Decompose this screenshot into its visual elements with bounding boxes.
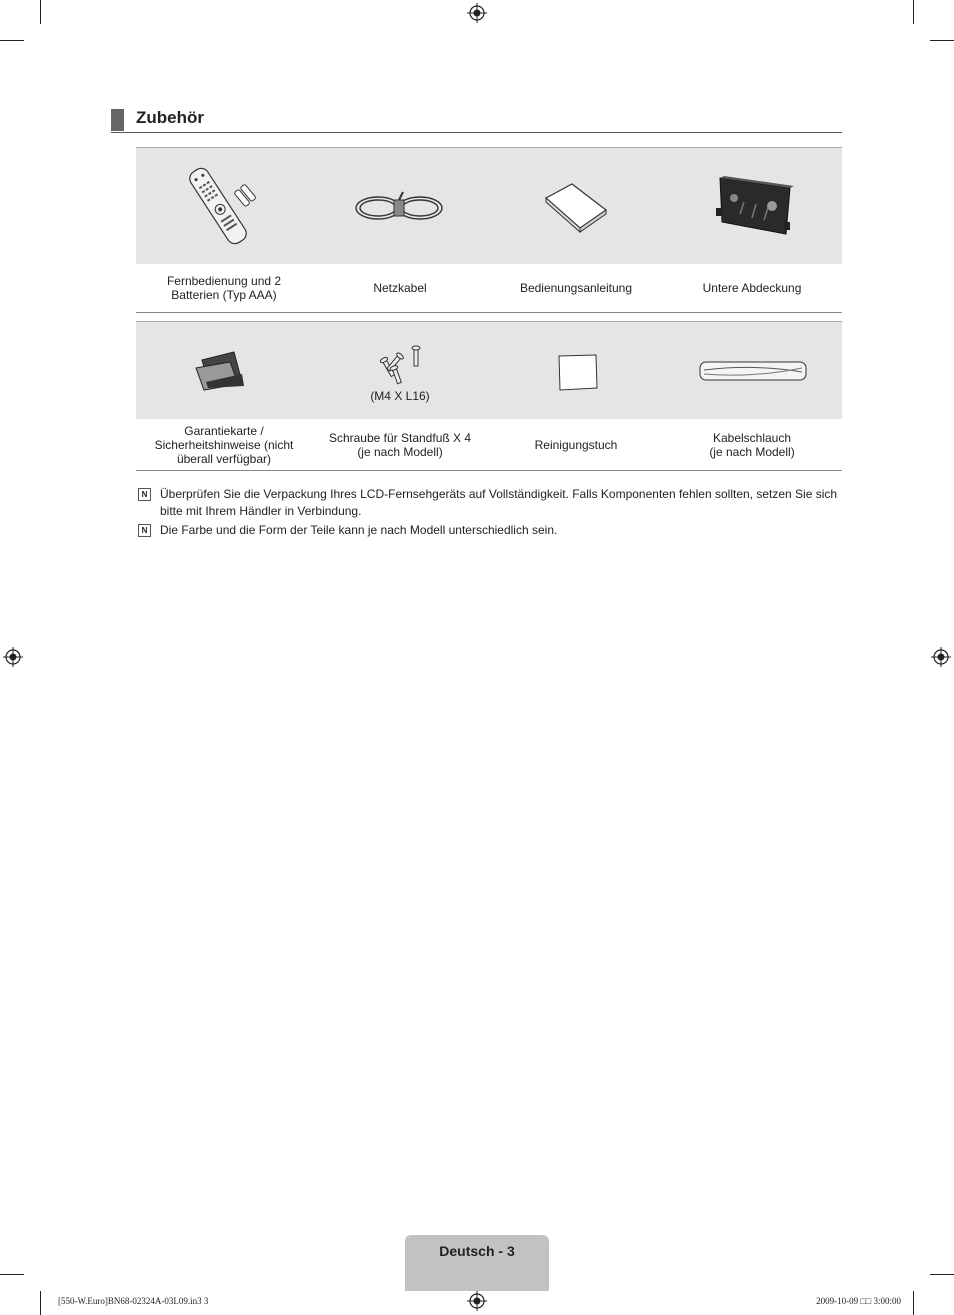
item-label: Garantiekarte / Sicherheitshinweise (nicht überall verfügbar) [154, 423, 294, 466]
label-row [136, 264, 842, 313]
bottom-cover-icon [664, 148, 840, 264]
remote-control-icon [136, 148, 312, 264]
crop-mark [913, 0, 914, 24]
accessories-table-2 [136, 321, 842, 471]
notes-list [136, 486, 842, 541]
crop-mark [930, 1274, 954, 1275]
label-row [136, 419, 842, 471]
screws-icon [312, 322, 488, 419]
screw-size-caption: (M4 X L16) [370, 389, 430, 403]
item-label: Reinigungstuch [534, 437, 618, 452]
power-cord-icon [312, 148, 488, 264]
note-icon: N [138, 488, 151, 501]
note-item [136, 522, 842, 539]
crop-mark [40, 1291, 41, 1315]
item-label: Fernbedienung und 2 Batterien (Typ AAA) [166, 274, 282, 302]
cleaning-cloth-icon [488, 322, 664, 419]
item-label: Schraube für Standfuß X 4 (je nach Modell) [328, 430, 472, 459]
registration-mark-icon [3, 647, 23, 667]
warranty-card-icon [136, 322, 312, 419]
page-number-tab [405, 1235, 549, 1291]
image-row [136, 321, 842, 419]
registration-mark-icon [467, 1291, 487, 1311]
file-info: [550-W.Euro]BN68-02324A-03L09.in3 3 [58, 1296, 209, 1306]
registration-mark-icon [467, 3, 487, 23]
cable-tie-icon [664, 322, 840, 419]
heading-bar [111, 109, 124, 131]
item-label: Bedienungsanleitung [519, 281, 633, 295]
date-info: 2009-10-09 □□ 3:00:00 [816, 1296, 901, 1306]
crop-mark [913, 1291, 914, 1315]
registration-mark-icon [931, 647, 951, 667]
accessories-table-1 [136, 147, 842, 313]
item-label: Untere Abdeckung [702, 281, 802, 295]
item-label: Netzkabel [373, 281, 427, 295]
note-text: Überprüfen Sie die Verpackung Ihres LCD-Fernsehgeräts auf Vollständigkeit. Falls Komponenten fehlen sollten, setzen Sie sich bitte mit Ihrem Händler in Verbindung. [160, 487, 838, 518]
note-text: Die Farbe und die Form der Teile kann je nach Modell unterschiedlich sein. [160, 523, 558, 537]
section-title: Zubehör [136, 108, 204, 127]
crop-mark [0, 1274, 24, 1275]
section-heading [111, 108, 842, 133]
note-icon: N [138, 524, 151, 537]
crop-mark [40, 0, 41, 24]
image-row [136, 147, 842, 264]
page-label: Deutsch - 3 [439, 1243, 515, 1259]
crop-mark [0, 40, 24, 41]
manual-icon [488, 148, 664, 264]
item-label: Kabelschlauch (je nach Modell) [709, 430, 795, 459]
note-item [136, 486, 842, 520]
crop-mark [930, 40, 954, 41]
